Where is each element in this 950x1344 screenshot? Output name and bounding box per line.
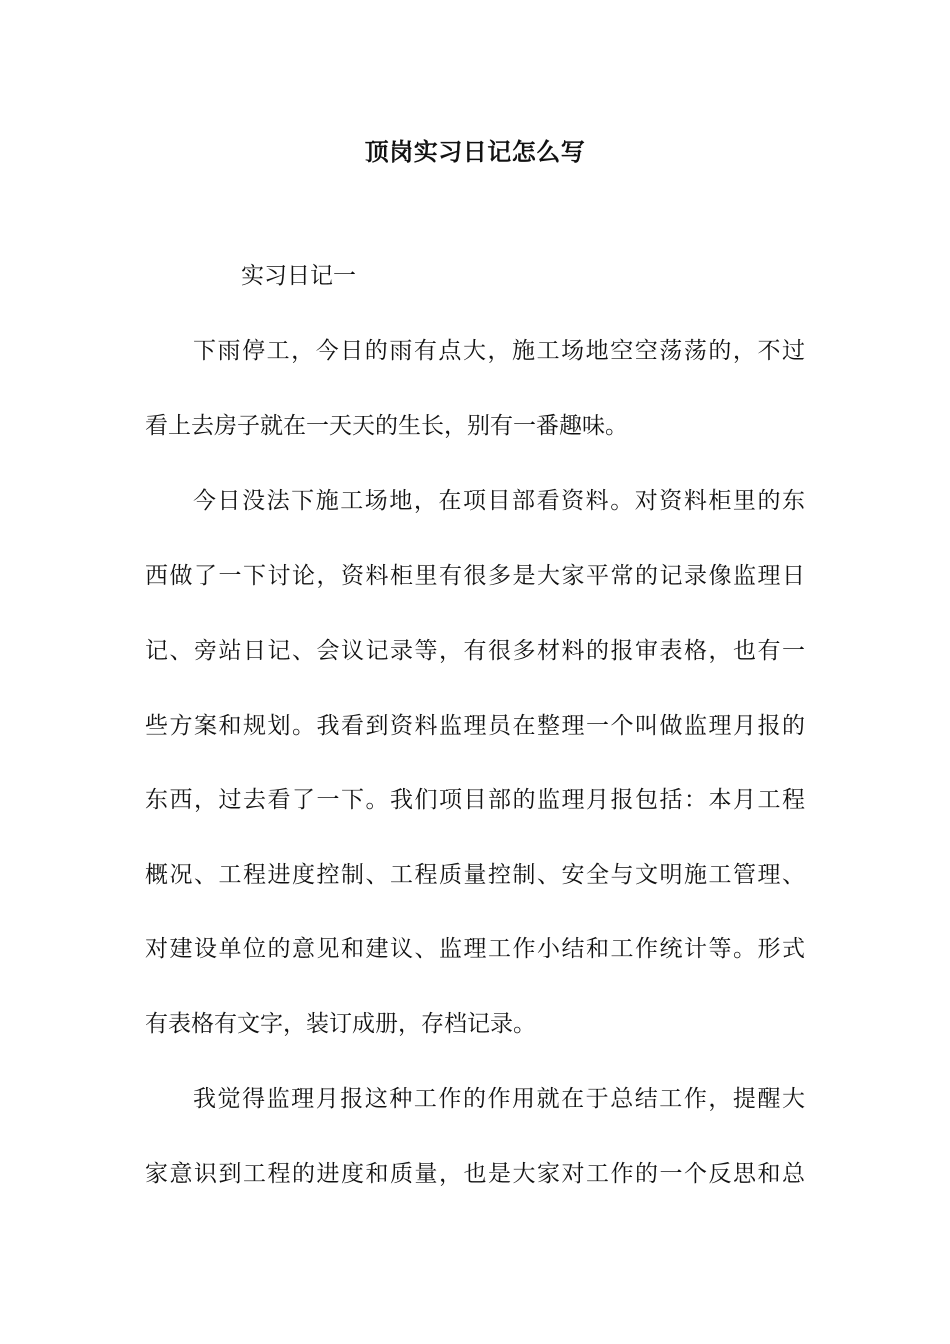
section-heading: 实习日记一 bbox=[241, 263, 356, 289]
paragraph-line: 概况、工程进度控制、工程质量控制、安全与文明施工管理、 bbox=[145, 862, 805, 888]
paragraph-line: 下雨停工，今日的雨有点大，施工场地空空荡荡的，不过 bbox=[193, 338, 805, 364]
paragraph-line: 对建设单位的意见和建议、监理工作小结和工作统计等。形式 bbox=[145, 936, 805, 962]
document-title: 顶岗实习日记怎么写 bbox=[364, 137, 586, 166]
paragraph-line: 东西，过去看了一下。我们项目部的监理月报包括：本月工程 bbox=[145, 787, 805, 813]
paragraph-line: 西做了一下讨论，资料柜里有很多是大家平常的记录像监理日 bbox=[145, 563, 805, 589]
paragraph-line: 家意识到工程的进度和质量，也是大家对工作的一个反思和总 bbox=[145, 1161, 805, 1187]
paragraph-line: 今日没法下施工场地，在项目部看资料。对资料柜里的东 bbox=[193, 488, 805, 514]
paragraph-line: 看上去房子就在一天天的生长，别有一番趣味。 bbox=[145, 413, 628, 439]
paragraph-line: 我觉得监理月报这种工作的作用就在于总结工作，提醒大 bbox=[193, 1086, 805, 1112]
paragraph-line: 有表格有文字，装订成册，存档记录。 bbox=[145, 1011, 536, 1037]
paragraph-line: 记、旁站日记、会议记录等，有很多材料的报审表格，也有一 bbox=[145, 638, 805, 664]
paragraph-line: 些方案和规划。我看到资料监理员在整理一个叫做监理月报的 bbox=[145, 713, 805, 739]
